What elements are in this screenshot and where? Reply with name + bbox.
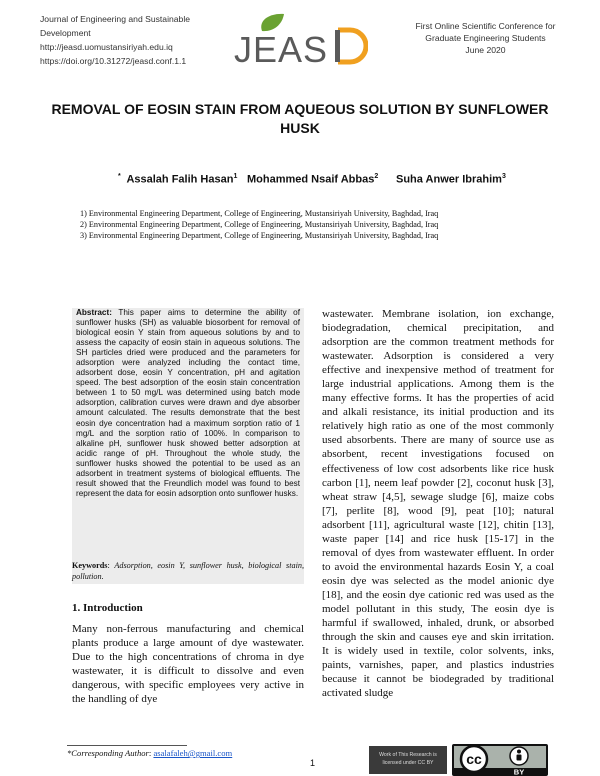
journal-url[interactable]: http://jeasd.uomustansiriyah.edu.iq — [40, 42, 173, 52]
affiliation-2: 2) Environmental Engineering Department, College of Engineering, Mustansiriyah University, Baghdad, Iraq — [80, 220, 439, 229]
author-name: Mohammed Nsaif Abbas — [247, 173, 375, 186]
logo-text-jeas: JEAS — [234, 29, 329, 70]
conference-info — [388, 20, 583, 56]
keywords-text: Adsorption, eosin Y, sunflower husk, biological stain, pollution. — [72, 561, 304, 581]
intro-column-1: Many non-ferrous manufacturing and chemical plants produce a large amount of dye wastewater. Due to the high concentrations of chroma in dye wastewater, it is difficult to dissolve and even dangerous, with specific employees very active in the handling of dye — [72, 623, 304, 705]
conference-name-line2: Graduate Engineering Students — [425, 33, 546, 43]
paper-title — [40, 100, 560, 138]
author-3 — [396, 173, 506, 186]
license-notice — [369, 746, 447, 774]
abstract-text: This paper aims to determine the ability of sunflower husks (SH) as valuable biosorbent for removal of biological eosin Y stain from aqueous solutions by and to assess the capacity of eosin stain in aqueous solutions. The SH particles dried were produced and the parameters for adsorption were analyzed including the contact time, adsorbent dose, eosin Y concentration, pH and agitation speed. The best adsorption of the eosin stain concentration between 1 to 50 mg/L was determined using batch mode adsorption, calibration curves were drawn and dye absorber amount calculated. The results demonstrate that the best eosin dye concentration had a maximum sorption ratio of 1 mg/L and the sorption ratio of 100%. In comparison to alkaline pH, sunflower husk showed better adsorption at acidic range of pH. Throughout the whole study, the sunflower husks showed the potential to be used as an adsorbent in treatment systems of biological effluents. The result showed that the Freundlich model was found to best represent the data for eosin adsorption onto sunflower husks. — [76, 308, 300, 498]
corresponding-author-note: *Corresponding Author: asalafaleh@gmail.com — [67, 748, 233, 758]
license-line2: licensed under CC BY — [382, 760, 434, 766]
abstract-label: Abstract: — [76, 308, 112, 317]
paper-title-line2: HUSK — [280, 120, 320, 136]
affiliation-3: 3) Environmental Engineering Department, College of Engineering, Mustansiriyah University, Baghdad, Iraq — [80, 231, 439, 240]
cc-logo-text: cc — [466, 751, 482, 767]
affiliations — [80, 208, 550, 241]
author-name: Assalah Falih Hasan — [126, 173, 234, 186]
conference-date: June 2020 — [465, 45, 506, 55]
license-line1: Work of This Research is — [379, 752, 437, 758]
footnote-divider — [67, 745, 187, 746]
author-affil: 3 — [501, 173, 506, 180]
affiliation-1: 1) Environmental Engineering Department, College of Engineering, Mustansiriyah University, Baghdad, Iraq — [80, 209, 439, 218]
journal-name-line2: Development — [40, 28, 91, 38]
keywords-label: Keywords — [72, 561, 108, 570]
cc-by-badge[interactable] — [452, 744, 548, 776]
page-number: 1 — [310, 758, 316, 768]
author-affil: 1 — [233, 173, 238, 180]
intro-column-2: wastewater. Membrane isolation, ion exchange, biodegradation, chemical precipitation, and adsorption are the common treatment methods for wastewater. Adsorption is considered a very effective and inexpensive method of treatment for large industrial applications. Among them is the many effective forms. It has the properties of acid and alkali resistance, its initial production and its relatively high ratio as one of the most commonly used absorbents. There are many of source use as absorbent, recent investigations focused on effectiveness of low cost adsorbents like rice husk carbon [1], neem leaf powder [2], coconut husk [3], wheat straw [4,5], sewage sludge [6], maize cobs [7], perlite [8], wood [9], peat [10]; natural adsorbent [11], agricultural waste [12], chitin [13], waste paper [14] and rice husk [15-17] in the removal of dyes from wastewater effluent. In order to avoid the environmental hazards Eosin Y, a coal eosin dye was selected as the model anionic dye [18], and the eosin dye cationic red was used as the model pollutant in this study, The eosin dye is harmful if swallowed, inhaled, drunk, or absorbed through the skin and causes eye and skin irritation. It is widely used in textile, color solvents, inks, paints, varnishes, paper, and plastics industries because it cannot be biodegraded by traditional activated sludge — [322, 308, 554, 700]
logo-d-icon — [335, 30, 366, 62]
author-name: Suha Anwer Ibrahim — [396, 173, 502, 186]
author-1 — [118, 173, 237, 186]
abstract-box — [72, 308, 304, 584]
journal-doi[interactable]: https://doi.org/10.31272/jeasd.conf.1.1 — [40, 56, 187, 66]
paper-title-line1: REMOVAL OF EOSIN STAIN FROM AQUEOUS SOLUTION BY SUNFLOWER — [51, 101, 549, 117]
section-heading: 1. Introduction — [72, 602, 143, 614]
conference-name-line1: First Online Scientific Conference for — [415, 21, 556, 31]
corresponding-mark: * — [118, 173, 121, 180]
author-2 — [247, 173, 378, 186]
journal-name-line1: Journal of Engineering and Sustainable — [40, 14, 191, 24]
attribution-person-icon — [510, 747, 528, 765]
author-affil: 2 — [374, 173, 379, 180]
corresponding-email-link[interactable]: asalafaleh@gmail.com — [153, 748, 233, 758]
keywords: Keywords: Adsorption, eosin Y, sunflower husk, biological stain, pollution. — [72, 561, 304, 581]
cc-logo-icon — [461, 746, 487, 772]
jeasd-logo — [228, 12, 368, 70]
by-label: BY — [513, 767, 525, 776]
journal-info — [40, 12, 225, 68]
corresponding-label: *Corresponding Author — [67, 748, 149, 758]
